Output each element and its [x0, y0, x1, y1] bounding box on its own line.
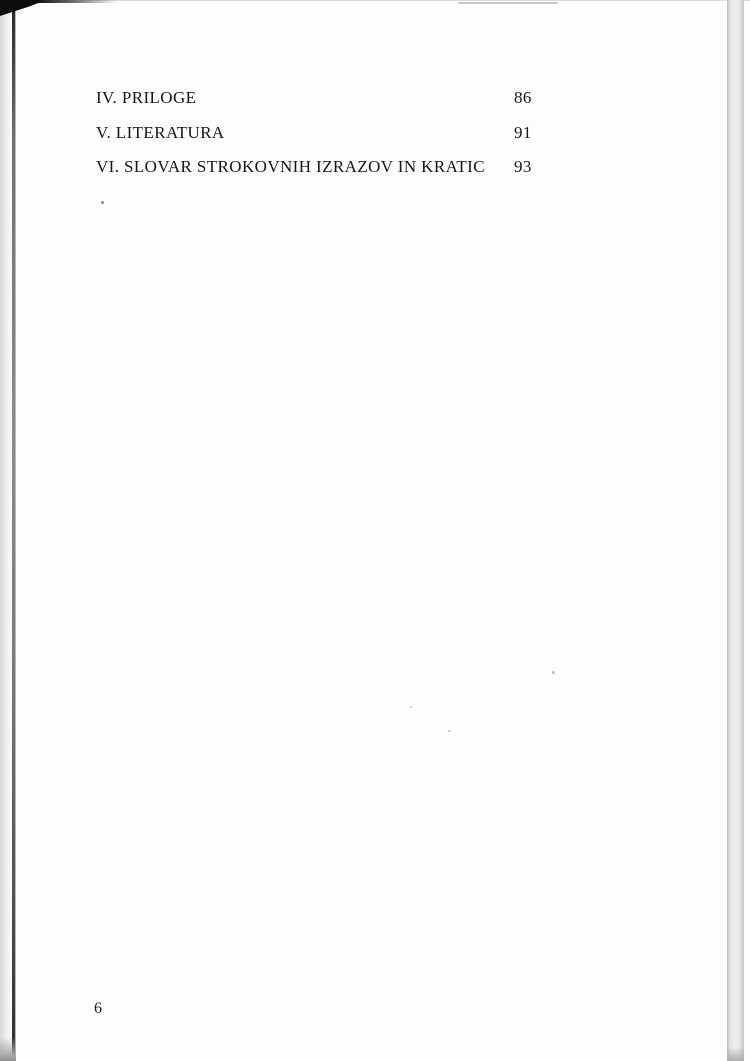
scan-corner-wedge-tail — [38, 0, 118, 3]
toc-entry-title: V. LITERATURA — [96, 123, 225, 142]
toc-entry-title: VI. SLOVAR STROKOVNIH IZRAZOV IN KRATIC — [96, 157, 485, 176]
scan-speck — [410, 706, 412, 708]
toc-row — [0, 157, 750, 179]
toc-entry-title: IV. PRILOGE — [96, 88, 197, 107]
scan-speck — [101, 201, 104, 204]
scan-top-smudge — [458, 2, 558, 4]
toc-row — [0, 123, 750, 145]
scan-left-bottom-shadow — [0, 1037, 16, 1061]
scan-speck — [552, 671, 555, 674]
page-number: 6 — [94, 1000, 102, 1017]
scan-right-bottom-shadow — [727, 1047, 744, 1061]
scan-speck — [448, 730, 451, 732]
toc-row — [0, 88, 750, 110]
toc-entry-page-number: 93 — [514, 157, 532, 176]
toc-entry-page-number: 86 — [514, 88, 532, 107]
toc-entry-page-number: 91 — [514, 123, 532, 142]
